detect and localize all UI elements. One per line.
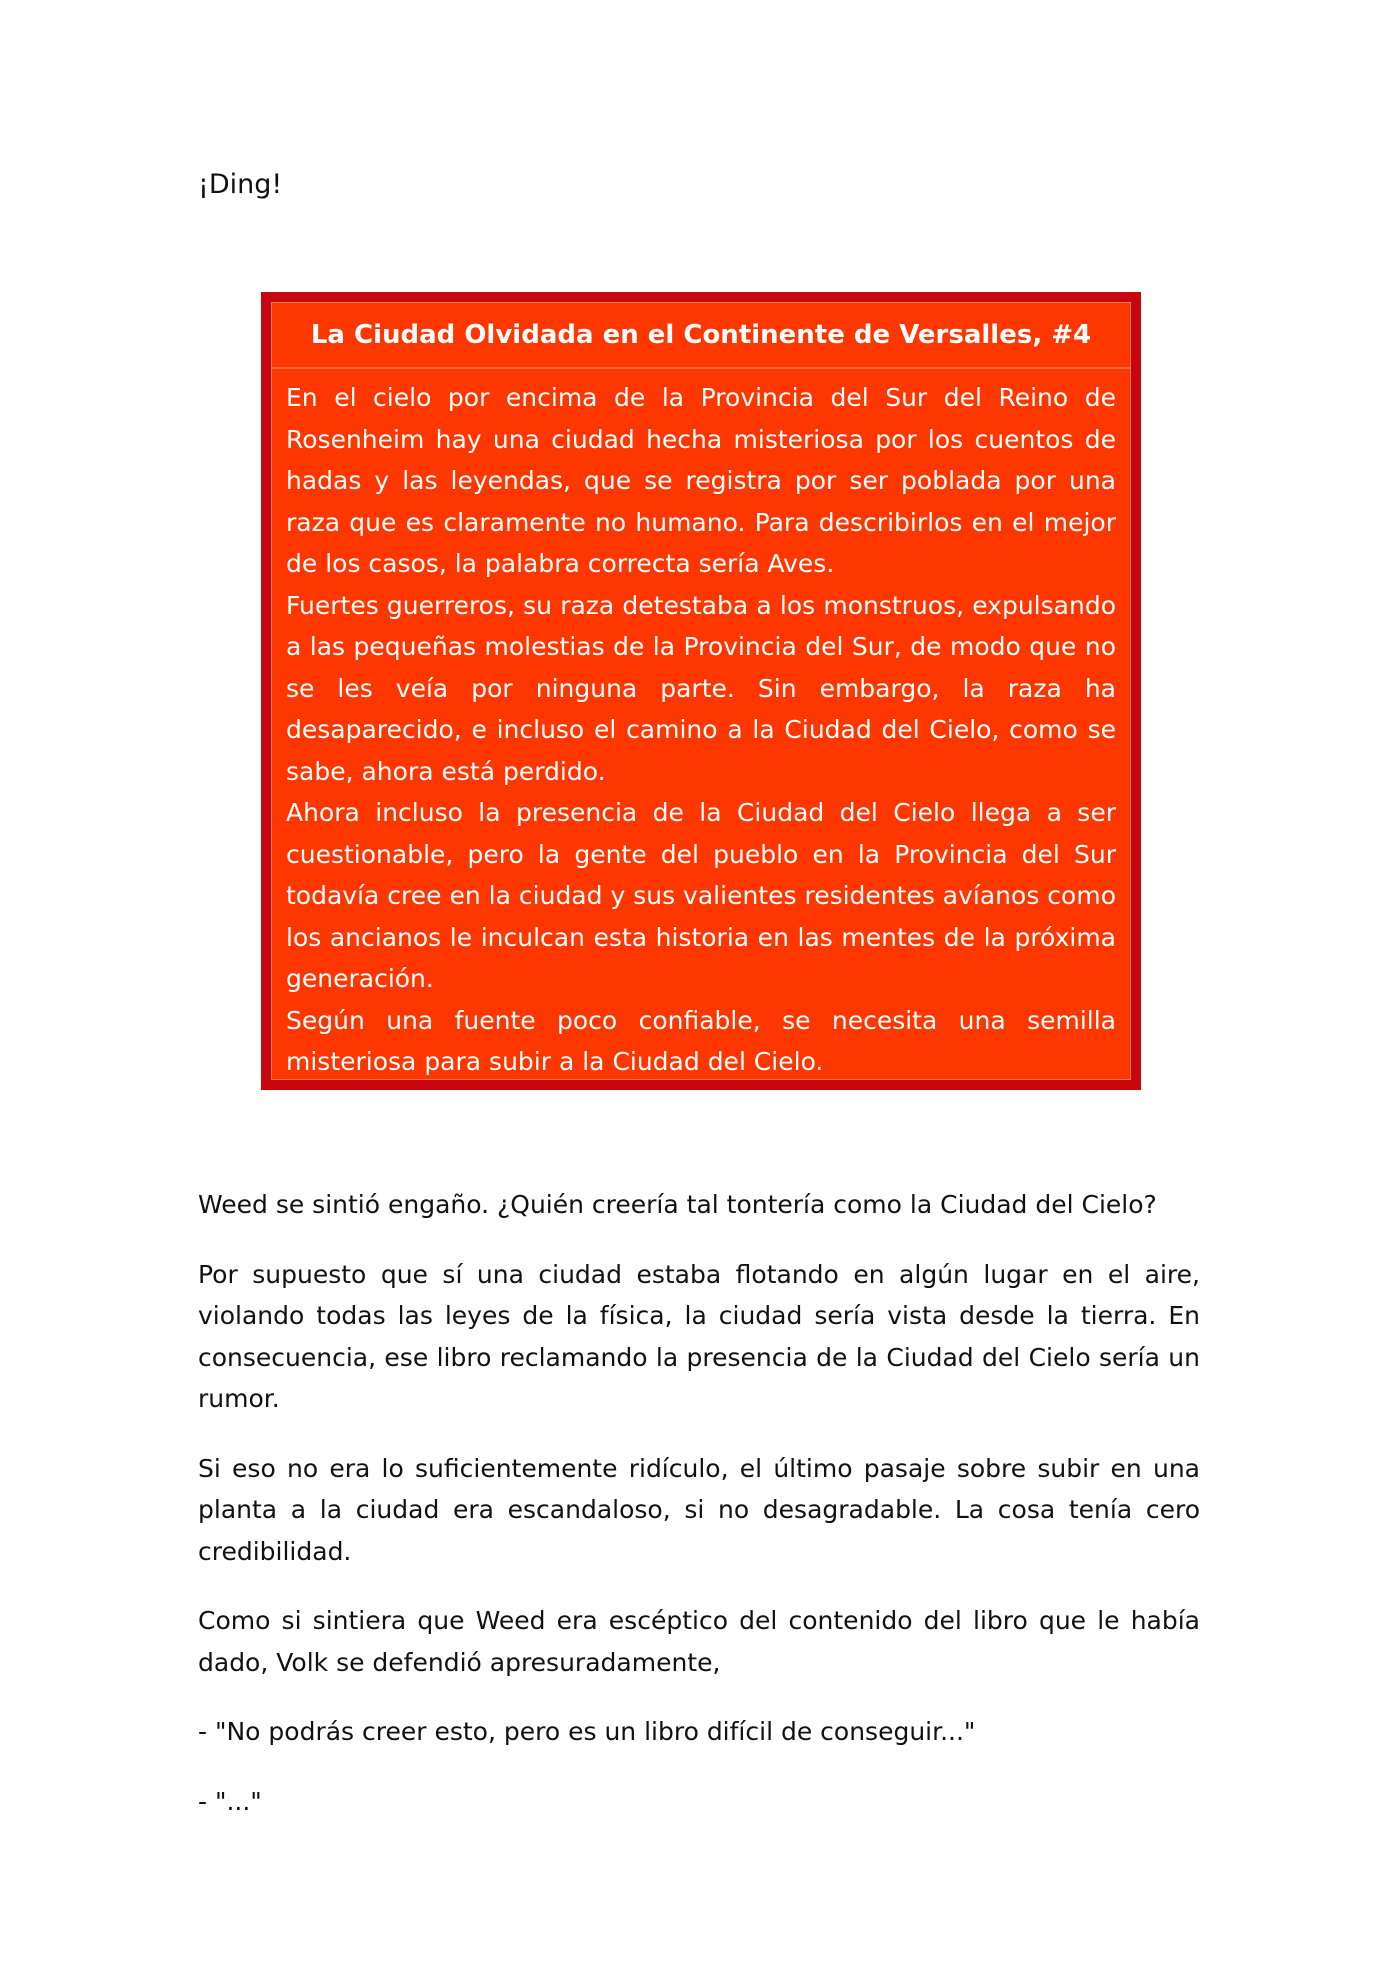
story-text (198, 1184, 1200, 1850)
quest-paragraph: Ahora incluso la presencia de la Ciudad del Cielo llega a ser cuestionable, pero la gente del pueblo en la Provincia del Sur todavía cree en la ciudad y sus valientes residentes avíanos como los ancianos le inculcan esta historia en las mentes de la próxima generación. (286, 798, 1116, 993)
dialogue-line: - "..." (198, 1786, 262, 1816)
story-paragraph: Weed se sintió engaño. ¿Quién creería tal tontería como la Ciudad del Cielo? (198, 1190, 1157, 1219)
quest-paragraph: En el cielo por encima de la Provincia del Sur del Reino de Rosenheim hay una ciudad hecha misteriosa por los cuentos de hadas y las leyendas, que se registra por ser poblada por una raza que es claramente no humano. Para describirlos en el mejor de los casos, la palabra correcta sería Aves. (286, 383, 1116, 578)
quest-paragraph: Según una fuente poco confiable, se necesita una semilla misteriosa para subir a la Ciudad del Cielo. (286, 1005, 1116, 1076)
dialogue-line: - "No podrás creer esto, pero es un libro difícil de conseguir..." (198, 1717, 976, 1746)
story-paragraph: Como si sintiera que Weed era escéptico del contenido del libro que le había dado, Volk se defendió apresuradamente, (198, 1606, 1200, 1677)
quest-box (261, 292, 1141, 1090)
quest-panel (271, 302, 1131, 1080)
story-paragraph: Si eso no era lo suficientemente ridículo, el último pasaje sobre subir en una planta a la ciudad era escandaloso, si no desagradable. La cosa tenía cero credibilidad. (198, 1453, 1200, 1566)
quest-paragraph: Fuertes guerreros, su raza detestaba a los monstruos, expulsando a las pequeñas molestias de la Provincia del Sur, de modo que no se les veía por ninguna parte. Sin embargo, la raza ha desaparecido, e incluso el camino a la Ciudad del Cielo, como se sabe, ahora está perdido. (286, 590, 1116, 786)
ding-text: ¡Ding! (198, 169, 283, 200)
quest-title: La Ciudad Olvidada en el Continente de Versalles, #4 (272, 303, 1130, 369)
quest-body (286, 369, 1116, 1083)
story-paragraph: Por supuesto que sí una ciudad estaba flotando en algún lugar en el aire, violando todas las leyes de la física, la ciudad sería vista desde la tierra. En consecuencia, ese libro reclamando la presencia de la Ciudad del Cielo sería un rumor. (198, 1259, 1200, 1413)
